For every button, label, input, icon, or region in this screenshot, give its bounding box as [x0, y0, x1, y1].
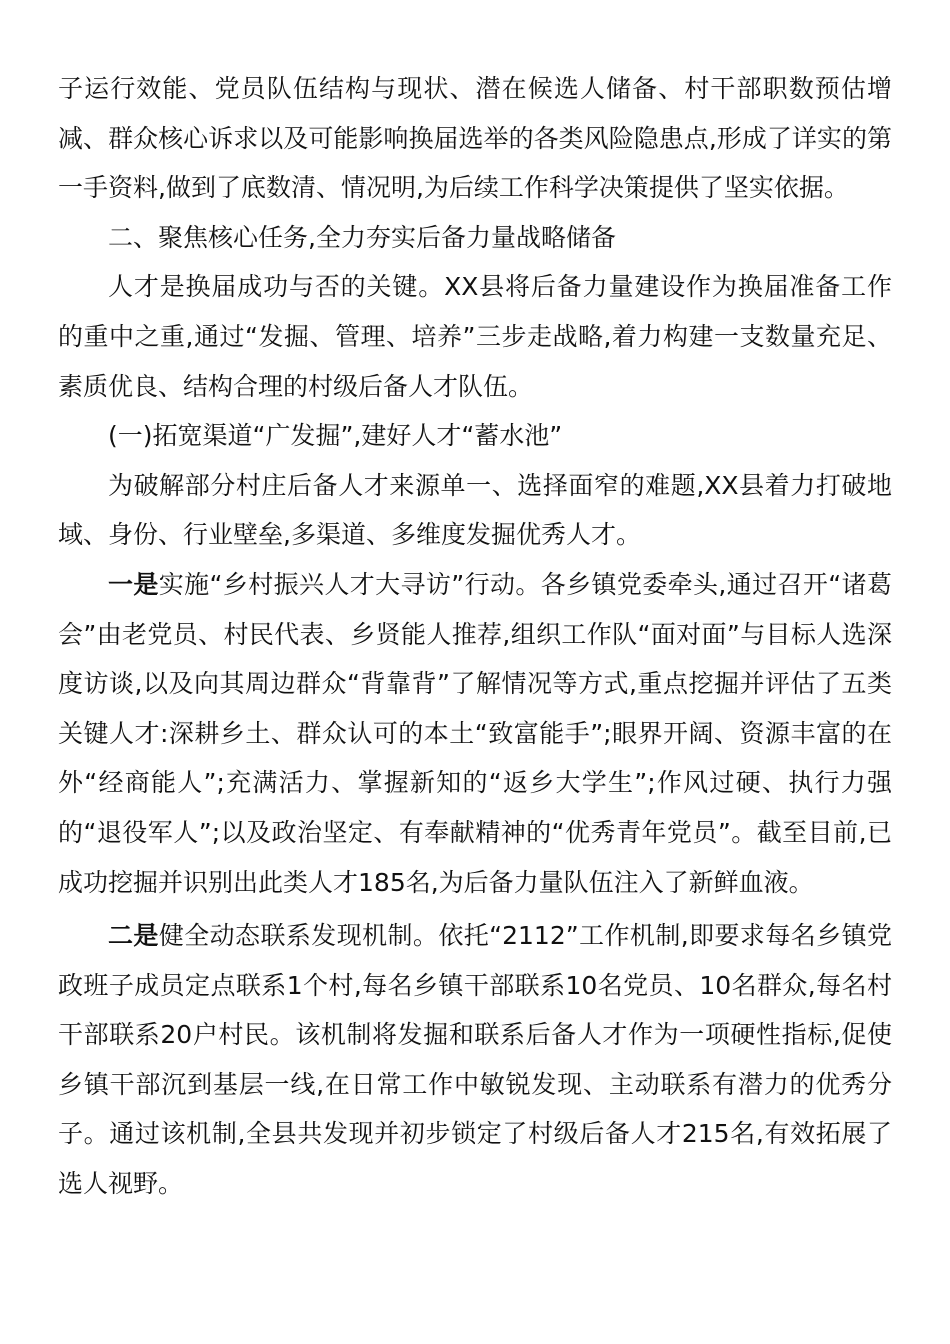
- point-two-lead: 二是: [108, 921, 159, 951]
- paragraph-continuation: 子运行效能、党员队伍结构与现状、潜在候选人储备、村干部职数预估增减、群众核心诉求以及可能影响换届选举的各类风险隐患点,形成了详实的第一手资料,做到了底数清、情况明,为后续工作科学决策提供了坚实依据。: [58, 74, 892, 203]
- point-one-lead: 一是: [108, 569, 159, 599]
- paragraph-broaden-channels: 为破解部分村庄后备人才来源单一、选择面窄的难题,XX县着力打破地域、身份、行业壁垒,多渠道、多维度发掘优秀人才。: [58, 470, 892, 550]
- point-two-body: 健全动态联系发现机制。依托“2112”工作机制,即要求每名乡镇党政班子成员定点联系1个村,每名乡镇干部联系10名党员、10名群众,每名村干部联系20户村民。该机制将发掘和联系后备人才作为一项硬性指标,促使乡镇干部沉到基层一线,在日常工作中敏锐发现、主动联系有潜力的优秀分子。通过该机制,全县共发现并初步锁定了村级后备人才215名,有效拓展了选人视野。: [58, 921, 892, 1199]
- section-heading-2: 二、聚焦核心任务,全力夯实后备力量战略储备: [108, 222, 616, 252]
- paragraph-point-one: [58, 560, 892, 907]
- subsection-heading-1: (一)拓宽渠道“广发掘”,建好人才“蓄水池”: [108, 421, 563, 451]
- paragraph-point-two: [58, 911, 892, 1209]
- paragraph-talent-key: 人才是换届成功与否的关键。XX县将后备力量建设作为换届准备工作的重中之重,通过“发掘、管理、培养”三步走战略,着力构建一支数量充足、素质优良、结构合理的村级后备人才队伍。: [58, 272, 892, 401]
- point-one-body: 实施“乡村振兴人才大寻访”行动。各乡镇党委牵头,通过召开“诸葛会”由老党员、村民代表、乡贤能人推荐,组织工作队“面对面”与目标人选深度访谈,以及向其周边群众“背靠背”了解情况等方式,重点挖掘并评估了五类关键人才:深耕乡土、群众认可的本土“致富能手”;眼界开阔、资源丰富的在外“经商能人”;充满活力、掌握新知的“返乡大学生”;作风过硬、执行力强的“退役军人”;以及政治坚定、有奉献精神的“优秀青年党员”。截至目前,已成功挖掘并识别出此类人才185名,为后备力量队伍注入了新鲜血液。: [58, 569, 892, 897]
- document-body: [58, 64, 892, 1209]
